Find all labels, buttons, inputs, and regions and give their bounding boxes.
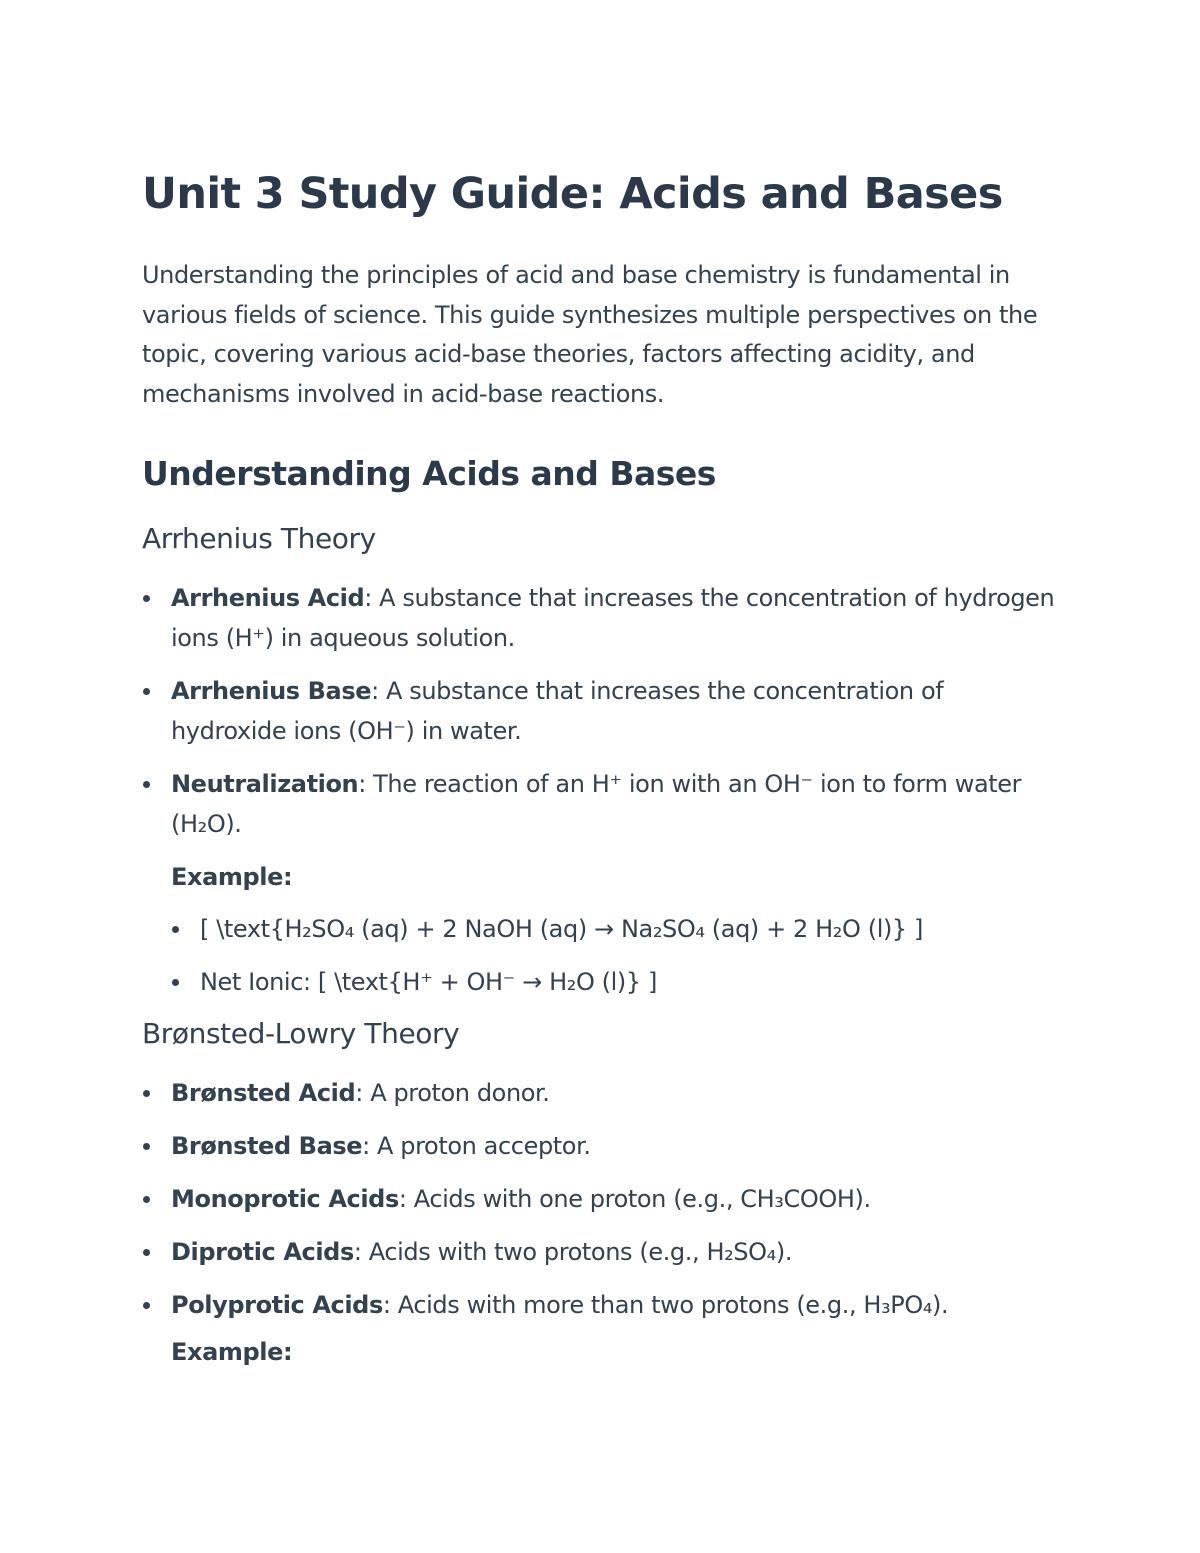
list-item-polyprotic [142,1285,1062,1325]
bronsted-list [142,1073,1062,1325]
example-list [142,909,1062,1002]
intro-paragraph: Understanding the principles of acid and base chemistry is fundamental in various fields of science. This guide synthesizes multiple perspectives on the topic, covering various acid-base theories, factors affecting acidity, and mechanisms involved in acid-base reactions. [142,261,1038,408]
definition: : A proton donor. [355,1079,550,1107]
example-net-ionic: Net Ionic: [ \text{H⁺ + OH⁻ → H₂O (l)} ] [200,962,1062,1002]
section-heading: Understanding Acids and Bases [142,454,716,493]
term: Arrhenius Acid [171,584,365,612]
definition: : Acids with more than two protons (e.g., H₃PO₄). [382,1291,949,1319]
example-label: Example: [171,863,293,891]
definition: : A substance that increases the concentration of hydrogen ions (H⁺) in aqueous solution. [171,584,1055,652]
definition: : Acids with one proton (e.g., CH₃COOH). [398,1185,871,1213]
page-title: Unit 3 Study Guide: Acids and Bases [142,169,1003,219]
definition: : Acids with two protons (e.g., H₂SO₄). [353,1238,793,1266]
list-item-monoprotic [142,1179,1062,1219]
term: Brønsted Base [171,1132,363,1160]
term: Polyprotic Acids [171,1291,383,1319]
list-item-neutralization [142,764,1062,844]
term: Arrhenius Base [171,677,372,705]
arrhenius-list [142,578,1062,844]
example-label: Example: [171,1338,293,1366]
definition: : A proton acceptor. [362,1132,591,1160]
list-item-diprotic [142,1232,1062,1272]
example-equation: [ \text{H₂SO₄ (aq) + 2 NaOH (aq) → Na₂SO₄ (aq) + 2 H₂O (l)} ] [200,909,1062,949]
term: Diprotic Acids [171,1238,354,1266]
list-item-arrhenius-base [142,671,1062,751]
term: Neutralization [171,770,359,798]
term: Monoprotic Acids [171,1185,399,1213]
list-item-bronsted-acid [142,1073,1062,1113]
list-item-bronsted-base [142,1126,1062,1166]
definition: : A substance that increases the concentration of hydroxide ions (OH⁻) in water. [171,677,944,745]
definition: : The reaction of an H⁺ ion with an OH⁻ ion to form water (H₂O). [171,770,1022,838]
term: Brønsted Acid [171,1079,356,1107]
bronsted-heading: Brønsted-Lowry Theory [142,1017,460,1050]
list-item-arrhenius-acid [142,578,1062,658]
document-page [142,168,1062,1372]
arrhenius-heading: Arrhenius Theory [142,522,376,555]
